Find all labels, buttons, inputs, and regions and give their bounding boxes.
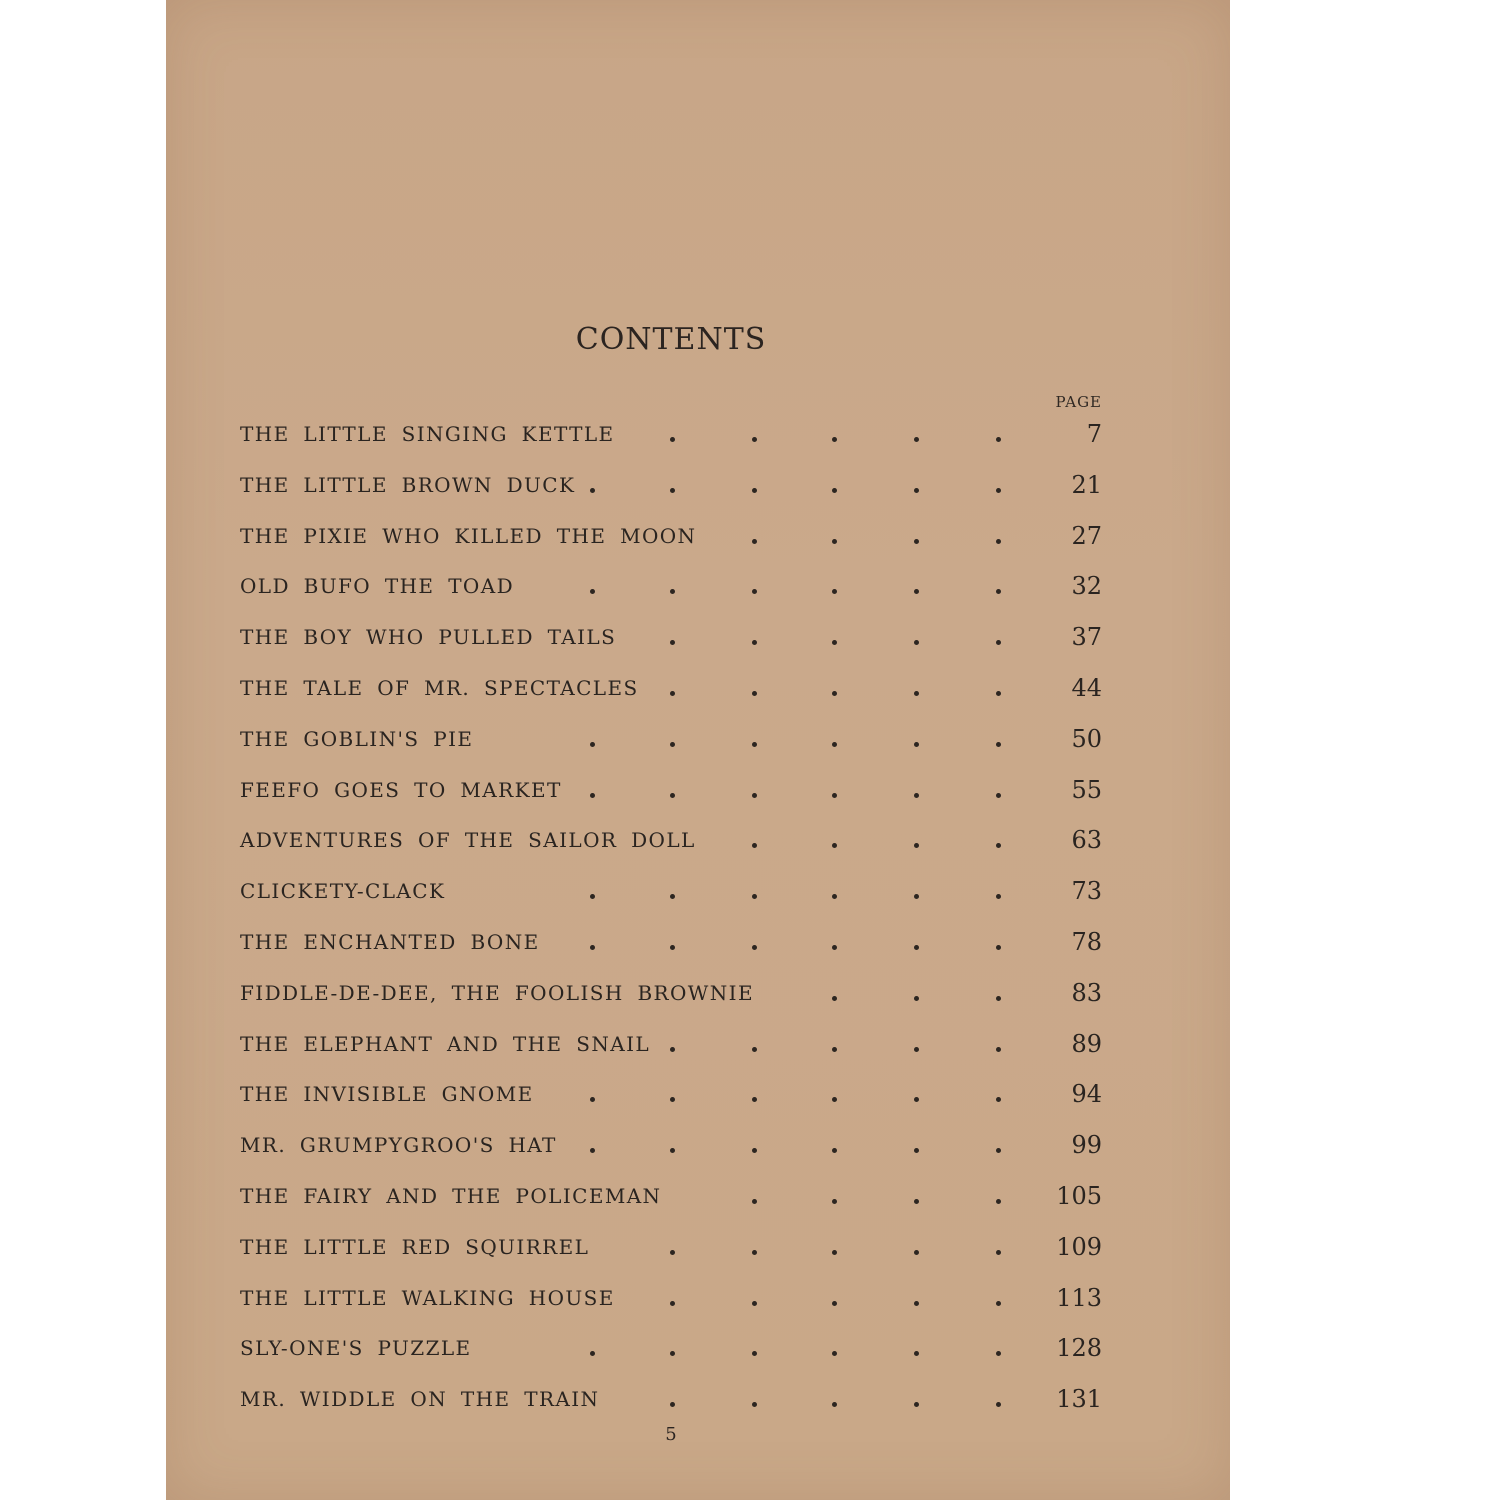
contents-entry [240,1332,1102,1383]
leader-dot [996,589,1001,594]
leader-dot [996,640,1001,645]
leader-dot [752,1402,757,1407]
leader-dot [914,894,919,899]
entry-page: 7 [1086,420,1102,448]
leader-dot [590,742,595,747]
entry-title: THE INVISIBLE GNOME [240,1082,534,1107]
leader-dot [996,437,1001,442]
entry-page: 55 [1071,775,1102,804]
leader-dot [590,589,595,594]
leader-dot [590,894,595,899]
contents-entry [240,469,1102,520]
leader-dot [832,945,837,950]
leader-dot [670,894,675,899]
leader-dot [670,793,675,798]
leader-dot [914,640,919,645]
leader-dot [996,945,1001,950]
entry-page: 27 [1071,521,1102,550]
leader-dot [670,488,675,493]
leader-dot [670,589,675,594]
leader-dot [914,1097,919,1102]
entry-title: THE LITTLE WALKING HOUSE [240,1285,615,1310]
leader-dot [752,539,757,544]
leader-dot [996,1301,1001,1306]
page-title: CONTENTS [575,322,767,357]
leader-dot [752,793,757,798]
leader-dot [752,742,757,747]
page-column-label: PAGE [1055,393,1102,411]
leader-dot [832,1402,837,1407]
entry-title: MR. WIDDLE ON THE TRAIN [240,1387,600,1412]
entry-title: THE FAIRY AND THE POLICEMAN [240,1183,662,1208]
leader-dot [832,996,837,1001]
leader-dot [670,1402,675,1407]
entry-page: 50 [1071,724,1102,753]
contents-entry [240,824,1102,875]
leader-dot [996,894,1001,899]
contents-entry [240,1078,1102,1129]
entry-title: THE ELEPHANT AND THE SNAIL [240,1031,651,1056]
entry-page: 63 [1071,826,1102,855]
leader-dot [752,640,757,645]
leader-dot [914,945,919,950]
leader-dot [996,488,1001,493]
contents-entry [240,875,1102,926]
entry-title: OLD BUFO THE TOAD [240,574,515,599]
leader-dot [752,1250,757,1255]
leader-dot [914,793,919,798]
leader-dot [832,1301,837,1306]
leader-dot [670,1148,675,1153]
leader-dot [670,640,675,645]
folio-page-number: 5 [665,1424,677,1445]
leader-dot [914,437,919,442]
entry-page: 83 [1071,978,1102,1007]
entry-title: THE LITTLE RED SQUIRREL [240,1234,590,1259]
contents-entry [240,1282,1102,1333]
leader-dot [670,1250,675,1255]
leader-dot [914,742,919,747]
leader-dot [752,1351,757,1356]
leader-dot [832,1148,837,1153]
entry-page: 128 [1056,1334,1102,1363]
entry-page: 105 [1056,1181,1102,1210]
contents-entry [240,570,1102,621]
entry-page: 21 [1071,470,1102,499]
leader-dot [590,1097,595,1102]
entry-page: 44 [1071,673,1102,702]
contents-entry [240,520,1102,571]
leader-dot [590,945,595,950]
leader-dot [914,691,919,696]
leader-dot [752,488,757,493]
entry-title: THE LITTLE SINGING KETTLE [240,422,615,446]
leader-dot [590,1148,595,1153]
leader-dot [996,996,1001,1001]
leader-dot [670,1351,675,1356]
leader-dot [996,1148,1001,1153]
leader-dot [670,1097,675,1102]
leader-dot [996,1402,1001,1407]
leader-dot [752,1301,757,1306]
leader-dot [670,691,675,696]
leader-dot [914,1402,919,1407]
leader-dot [914,1250,919,1255]
entry-title: THE PIXIE WHO KILLED THE MOON [240,523,697,548]
leader-dot [752,1199,757,1204]
leader-dot [832,1351,837,1356]
entry-page: 99 [1071,1131,1102,1160]
leader-dot [752,589,757,594]
leader-dot [670,945,675,950]
leader-dot [914,488,919,493]
leader-dot [752,691,757,696]
leader-dot [752,437,757,442]
leader-dot [832,843,837,848]
contents-entry [240,723,1102,774]
entry-page: 89 [1071,1029,1102,1058]
contents-entry [240,1028,1102,1079]
leader-dot [996,793,1001,798]
entry-title: MR. GRUMPYGROO'S HAT [240,1133,557,1158]
entry-title: SLY-ONE'S PUZZLE [240,1336,472,1361]
entry-title: FIDDLE-DE-DEE, THE FOOLISH BROWNIE [240,980,754,1005]
contents-entry [240,621,1102,672]
leader-dot [832,691,837,696]
leader-dot [914,1199,919,1204]
contents-list [240,418,1102,1434]
leader-dot [914,589,919,594]
leader-dot [914,1351,919,1356]
leader-dot [914,1301,919,1306]
contents-entry [240,1180,1102,1231]
entry-page: 73 [1071,877,1102,906]
leader-dot [996,539,1001,544]
leader-dot [996,1199,1001,1204]
leader-dot [832,1097,837,1102]
leader-dot [996,742,1001,747]
leader-dot [914,1148,919,1153]
entry-title: THE GOBLIN'S PIE [240,726,474,751]
leader-dot [670,1301,675,1306]
leader-dot [670,437,675,442]
leader-dot [590,1351,595,1356]
leader-dot [832,1047,837,1052]
leader-dot [752,1097,757,1102]
leader-dot [832,742,837,747]
contents-entry [240,418,1102,469]
leader-dot [752,843,757,848]
leader-dot [832,1199,837,1204]
contents-entry [240,1231,1102,1282]
entry-page: 37 [1071,623,1102,652]
leader-dot [996,1097,1001,1102]
leader-dot [752,1047,757,1052]
entry-page: 113 [1056,1283,1102,1312]
leader-dot [996,1250,1001,1255]
leader-dot [914,539,919,544]
leader-dot [832,539,837,544]
leader-dot [832,488,837,493]
leader-dot [996,1047,1001,1052]
leader-dot [832,589,837,594]
leader-dot [914,996,919,1001]
entry-title: ADVENTURES OF THE SAILOR DOLL [240,828,696,853]
entry-title: THE LITTLE BROWN DUCK [240,472,576,497]
entry-title: CLICKETY-CLACK [240,879,446,904]
leader-dot [670,1047,675,1052]
leader-dot [914,1047,919,1052]
book-page [166,0,1230,1500]
leader-dot [590,793,595,798]
entry-page: 78 [1071,927,1102,956]
leader-dot [832,793,837,798]
contents-entry [240,672,1102,723]
entry-page: 131 [1056,1385,1102,1414]
leader-dot [832,640,837,645]
leader-dot [914,843,919,848]
leader-dot [752,894,757,899]
contents-entry [240,1129,1102,1180]
leader-dot [670,742,675,747]
entry-page: 32 [1071,572,1102,601]
entry-page: 109 [1056,1232,1102,1261]
entry-page: 94 [1071,1080,1102,1109]
leader-dot [996,843,1001,848]
leader-dot [832,894,837,899]
contents-entry [240,774,1102,825]
contents-entry [240,926,1102,977]
entry-title: THE ENCHANTED BONE [240,929,540,954]
entry-title: THE BOY WHO PULLED TAILS [240,625,617,650]
leader-dot [996,1351,1001,1356]
leader-dot [590,488,595,493]
contents-entry [240,977,1102,1028]
entry-title: THE TALE OF MR. SPECTACLES [240,675,639,700]
entry-title: FEEFO GOES TO MARKET [240,777,562,802]
leader-dot [752,1148,757,1153]
leader-dot [752,945,757,950]
leader-dot [832,437,837,442]
leader-dot [832,1250,837,1255]
leader-dot [996,691,1001,696]
